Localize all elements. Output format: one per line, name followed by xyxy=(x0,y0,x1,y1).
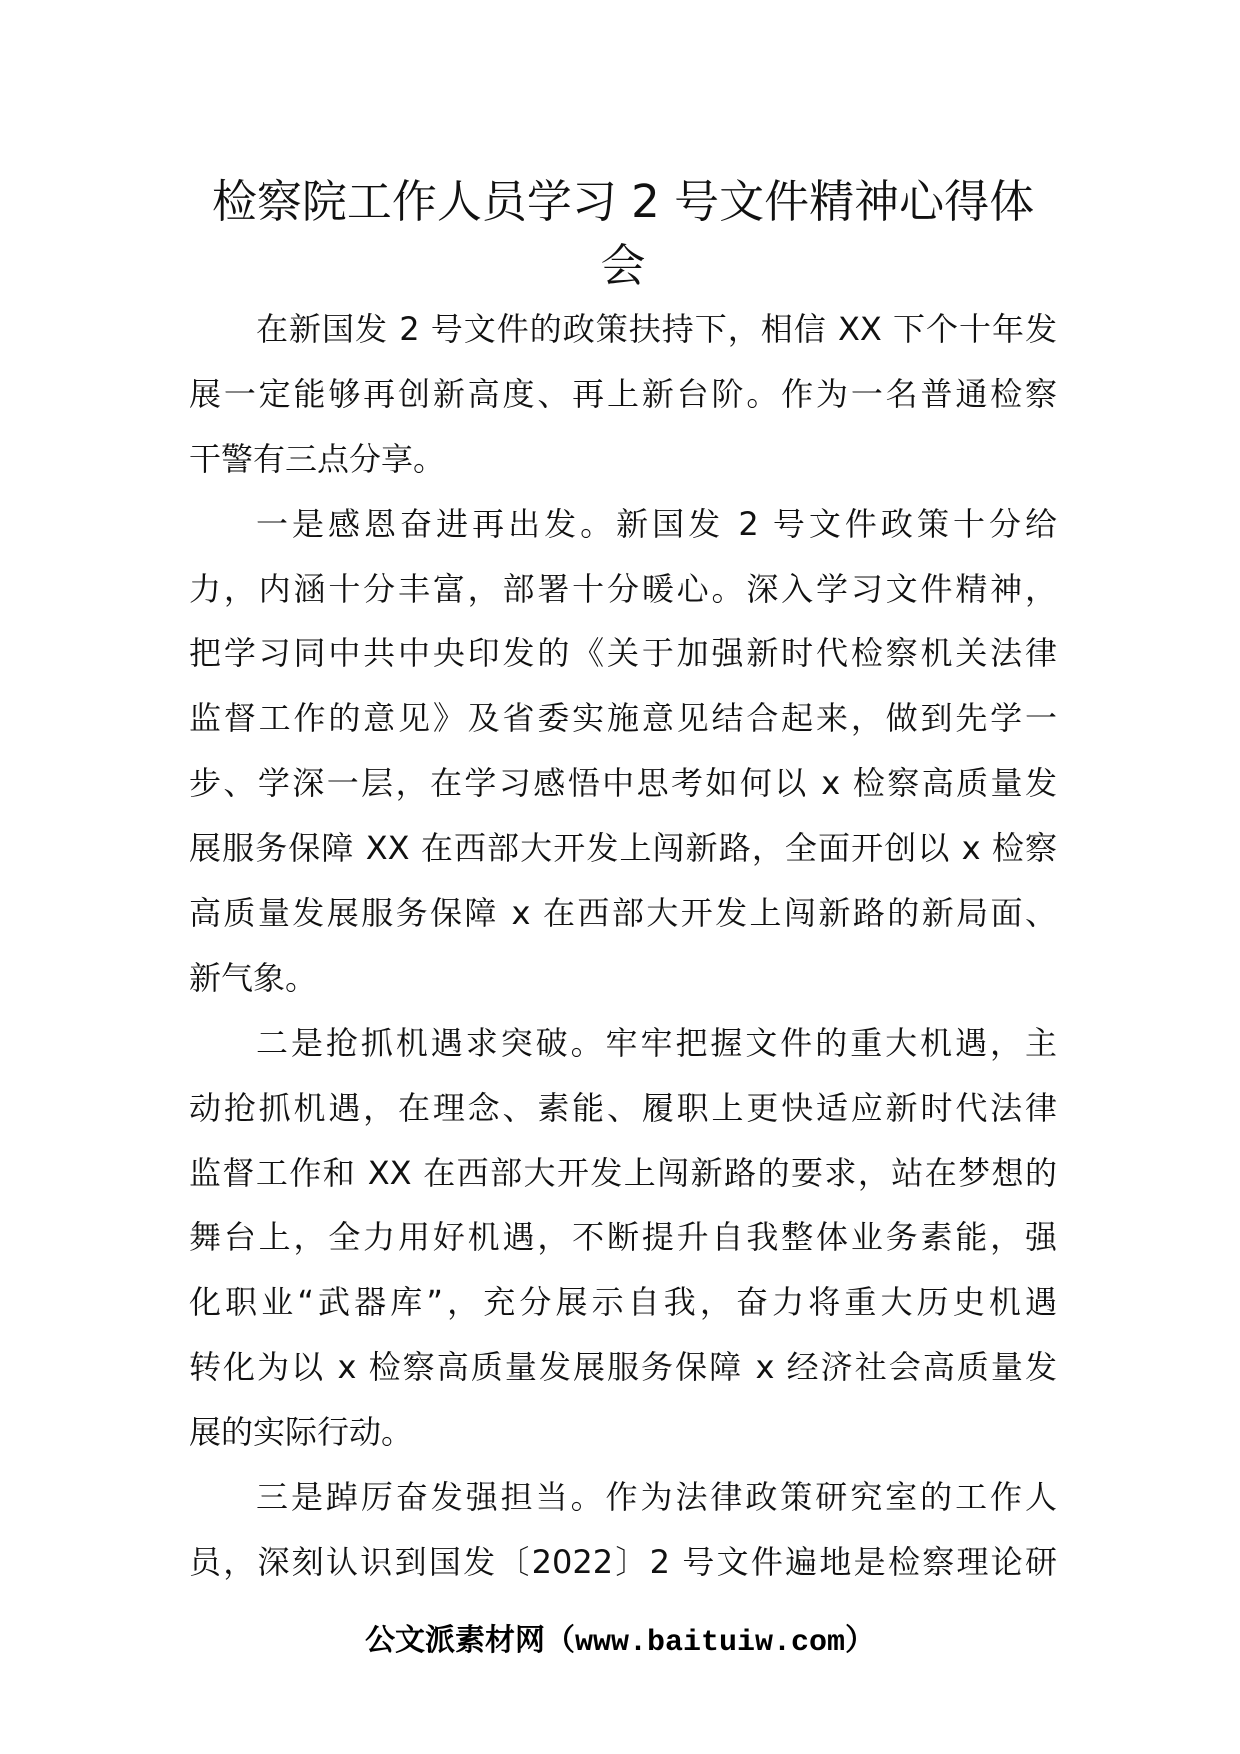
body-line: 一是感恩奋进再出发。新国发 2 号文件政策十分给 xyxy=(256,504,1057,543)
paragraph xyxy=(189,297,1057,492)
body-line: 力，内涵十分丰富，部署十分暖心。深入学习文件精神， xyxy=(189,569,1057,608)
body-line: 在新国发 2 号文件的政策扶持下，相信 XX 下个十年发 xyxy=(256,310,1057,348)
page-footer: 公文派素材网（www.baituiw.com） xyxy=(364,1626,876,1660)
body-line: 监督工作和 XX 在西部大开发上闯新路的要求，站在梦想的 xyxy=(189,1153,1057,1192)
paragraph xyxy=(189,492,1057,1011)
body-line: 展服务保障 XX 在西部大开发上闯新路，全面开创以 x 检察 xyxy=(189,829,1057,868)
body-line: 干警有三点分享。 xyxy=(189,439,446,478)
paragraph xyxy=(189,1465,1057,1595)
body-line: 步、学深一层，在学习感悟中思考如何以 x 检察高质量发 xyxy=(189,764,1057,803)
body-line: 高质量发展服务保障 x 在西部大开发上闯新路的新局面、 xyxy=(189,894,1057,933)
body-line: 把学习同中共中央印发的《关于加强新时代检察机关法律 xyxy=(189,634,1057,673)
body-line: 新气象。 xyxy=(189,958,318,997)
document-title xyxy=(189,170,1057,298)
title-line: 会 xyxy=(600,239,646,292)
paragraph xyxy=(189,1011,1057,1465)
body-line: 转化为以 x 检察高质量发展服务保障 x 经济社会高质量发 xyxy=(189,1348,1057,1387)
body-line: 员，深刻认识到国发〔2022〕2 号文件遍地是检察理论研 xyxy=(189,1542,1057,1581)
body-line: 舞台上，全力用好机遇，不断提升自我整体业务素能，强 xyxy=(189,1218,1057,1257)
title-line: 检察院工作人员学习 2 号文件精神心得体 xyxy=(211,175,1035,228)
body-line: 三是踔厉奋发强担当。作为法律政策研究室的工作人 xyxy=(256,1478,1057,1517)
body-line: 监督工作的意见》及省委实施意见结合起来，做到先学一 xyxy=(189,699,1057,738)
body-line: 化职业“武器库”，充分展示自我，奋力将重大历史机遇 xyxy=(189,1283,1057,1322)
body-line: 动抢抓机遇，在理念、素能、履职上更快适应新时代法律 xyxy=(189,1088,1057,1127)
body-line: 展一定能够再创新高度、再上新台阶。作为一名普通检察 xyxy=(189,374,1057,413)
body-line: 二是抢抓机遇求突破。牢牢把握文件的重大机遇，主 xyxy=(256,1023,1057,1062)
body-line: 展的实际行动。 xyxy=(189,1413,414,1452)
document-body xyxy=(189,297,1057,1595)
